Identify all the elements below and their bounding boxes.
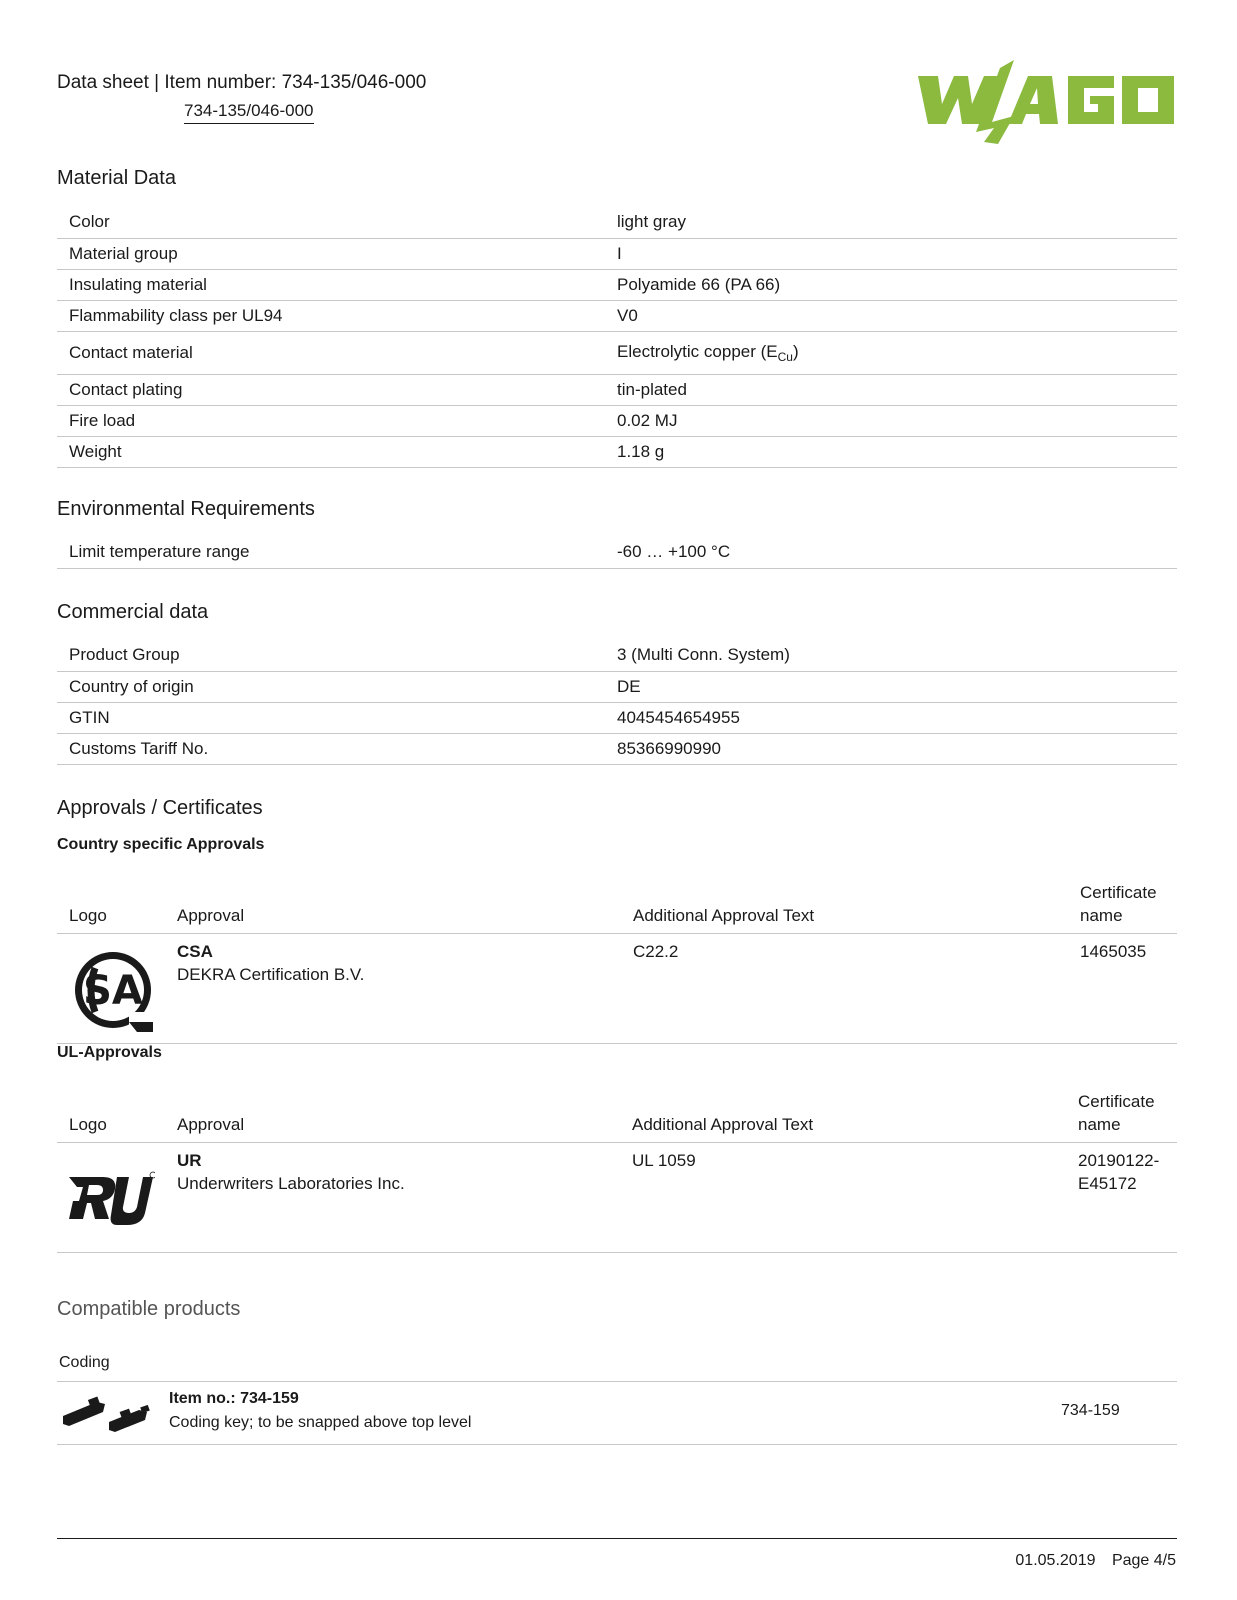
footer-page-number: Page 4/5 bbox=[1111, 1552, 1176, 1569]
row-value: DE bbox=[595, 671, 1177, 702]
approvals-title: Approvals / Certificates bbox=[57, 797, 263, 819]
row-key: Limit temperature range bbox=[57, 537, 595, 568]
row-key: Country of origin bbox=[57, 671, 595, 702]
row-value: V0 bbox=[595, 300, 1177, 331]
row-value: 4045454654955 bbox=[595, 702, 1177, 733]
table-row bbox=[57, 702, 1177, 733]
table-row bbox=[57, 238, 1177, 269]
column-approval: Approval bbox=[177, 1115, 245, 1134]
column-additional: Additional Approval Text bbox=[633, 906, 815, 925]
row-value: 85366990990 bbox=[595, 733, 1177, 764]
row-value: Polyamide 66 (PA 66) bbox=[595, 269, 1177, 300]
ur-logo-icon bbox=[67, 1171, 155, 1227]
table-row bbox=[57, 436, 1177, 467]
list-item[interactable] bbox=[57, 1382, 1177, 1445]
table-row bbox=[57, 300, 1177, 331]
footer-divider bbox=[57, 1538, 1177, 1539]
row-key: Flammability class per UL94 bbox=[57, 300, 595, 331]
column-certificate-name: name bbox=[1080, 906, 1123, 925]
table-header bbox=[57, 1091, 1177, 1143]
table-row bbox=[57, 537, 1177, 568]
table-row bbox=[57, 331, 1177, 374]
item-number-link[interactable]: 734-135/046-000 bbox=[184, 101, 314, 124]
row-key: Color bbox=[57, 207, 595, 238]
environmental-title: Environmental Requirements bbox=[57, 498, 315, 520]
approval-name: CSA bbox=[177, 942, 213, 961]
compatible-item-number[interactable]: Item no.: 734-159 bbox=[169, 1390, 299, 1407]
table-row bbox=[57, 671, 1177, 702]
row-value: -60 … +100 °C bbox=[595, 537, 1177, 568]
page-title: Data sheet | Item number: 734-135/046-000 bbox=[57, 72, 427, 93]
row-key: Material group bbox=[57, 238, 595, 269]
row-key: Insulating material bbox=[57, 269, 595, 300]
row-value bbox=[595, 331, 1177, 374]
row-key: Contact material bbox=[57, 331, 595, 374]
table-row bbox=[57, 640, 1177, 671]
commercial-title: Commercial data bbox=[57, 601, 209, 623]
row-key: Weight bbox=[57, 436, 595, 467]
group-coding: Coding bbox=[59, 1354, 110, 1371]
table-row bbox=[57, 374, 1177, 405]
country-approvals-title: Country specific Approvals bbox=[57, 836, 265, 853]
country-approvals-table bbox=[57, 882, 1177, 1044]
approval-organization: Underwriters Laboratories Inc. bbox=[177, 1174, 405, 1193]
svg-text:SA: SA bbox=[83, 968, 143, 1014]
table-row bbox=[57, 733, 1177, 764]
table-row bbox=[57, 207, 1177, 238]
column-certificate: Certificate bbox=[1080, 883, 1157, 902]
wago-logo bbox=[918, 56, 1176, 144]
approval-additional-text: C22.2 bbox=[633, 942, 679, 961]
group-header bbox=[57, 1352, 1177, 1382]
contact-material-text: Electrolytic copper (E bbox=[617, 341, 778, 361]
table-row bbox=[57, 405, 1177, 436]
column-additional: Additional Approval Text bbox=[632, 1115, 814, 1134]
ul-approvals-title: UL-Approvals bbox=[57, 1044, 162, 1061]
compatible-products-table bbox=[57, 1352, 1177, 1445]
approval-certificate: 20190122- bbox=[1078, 1151, 1160, 1170]
row-key: Fire load bbox=[57, 405, 595, 436]
approval-certificate-suffix: E45172 bbox=[1078, 1174, 1137, 1193]
coding-key-icon bbox=[59, 1392, 153, 1432]
commercial-table bbox=[57, 640, 1177, 765]
row-value: light gray bbox=[595, 207, 1177, 238]
column-logo: Logo bbox=[69, 906, 107, 925]
environmental-table bbox=[57, 537, 1177, 569]
column-certificate-name: name bbox=[1078, 1115, 1121, 1134]
table-header bbox=[57, 882, 1177, 934]
row-key: GTIN bbox=[57, 702, 595, 733]
material-data-table bbox=[57, 207, 1177, 468]
table-row bbox=[57, 1143, 1177, 1253]
row-value: I bbox=[595, 238, 1177, 269]
ul-approvals-table bbox=[57, 1091, 1177, 1253]
table-row bbox=[57, 269, 1177, 300]
approval-additional-text: UL 1059 bbox=[632, 1151, 696, 1170]
contact-material-subscript: Cu bbox=[777, 349, 793, 364]
row-key: Customs Tariff No. bbox=[57, 733, 595, 764]
csa-logo-icon bbox=[73, 946, 153, 1034]
footer bbox=[1015, 1552, 1176, 1570]
row-key: Contact plating bbox=[57, 374, 595, 405]
compatible-item-description: Coding key; to be snapped above top level bbox=[169, 1414, 472, 1431]
row-value: 3 (Multi Conn. System) bbox=[595, 640, 1177, 671]
row-value: 0.02 MJ bbox=[595, 405, 1177, 436]
column-certificate: Certificate bbox=[1078, 1092, 1155, 1111]
column-approval: Approval bbox=[177, 906, 245, 925]
footer-date: 01.05.2019 bbox=[1015, 1552, 1096, 1569]
approval-organization: DEKRA Certification B.V. bbox=[177, 965, 365, 984]
table-row bbox=[57, 934, 1177, 1044]
contact-material-end: ) bbox=[792, 341, 799, 361]
row-key: Product Group bbox=[57, 640, 595, 671]
approval-name: UR bbox=[177, 1151, 202, 1170]
row-value: 1.18 g bbox=[595, 436, 1177, 467]
material-data-title: Material Data bbox=[57, 167, 176, 189]
row-value: tin-plated bbox=[595, 374, 1177, 405]
approval-certificate: 1465035 bbox=[1080, 942, 1147, 961]
compatible-item-code: 734-159 bbox=[1061, 1402, 1120, 1419]
column-logo: Logo bbox=[69, 1115, 107, 1134]
compatible-products-title: Compatible products bbox=[57, 1298, 241, 1320]
